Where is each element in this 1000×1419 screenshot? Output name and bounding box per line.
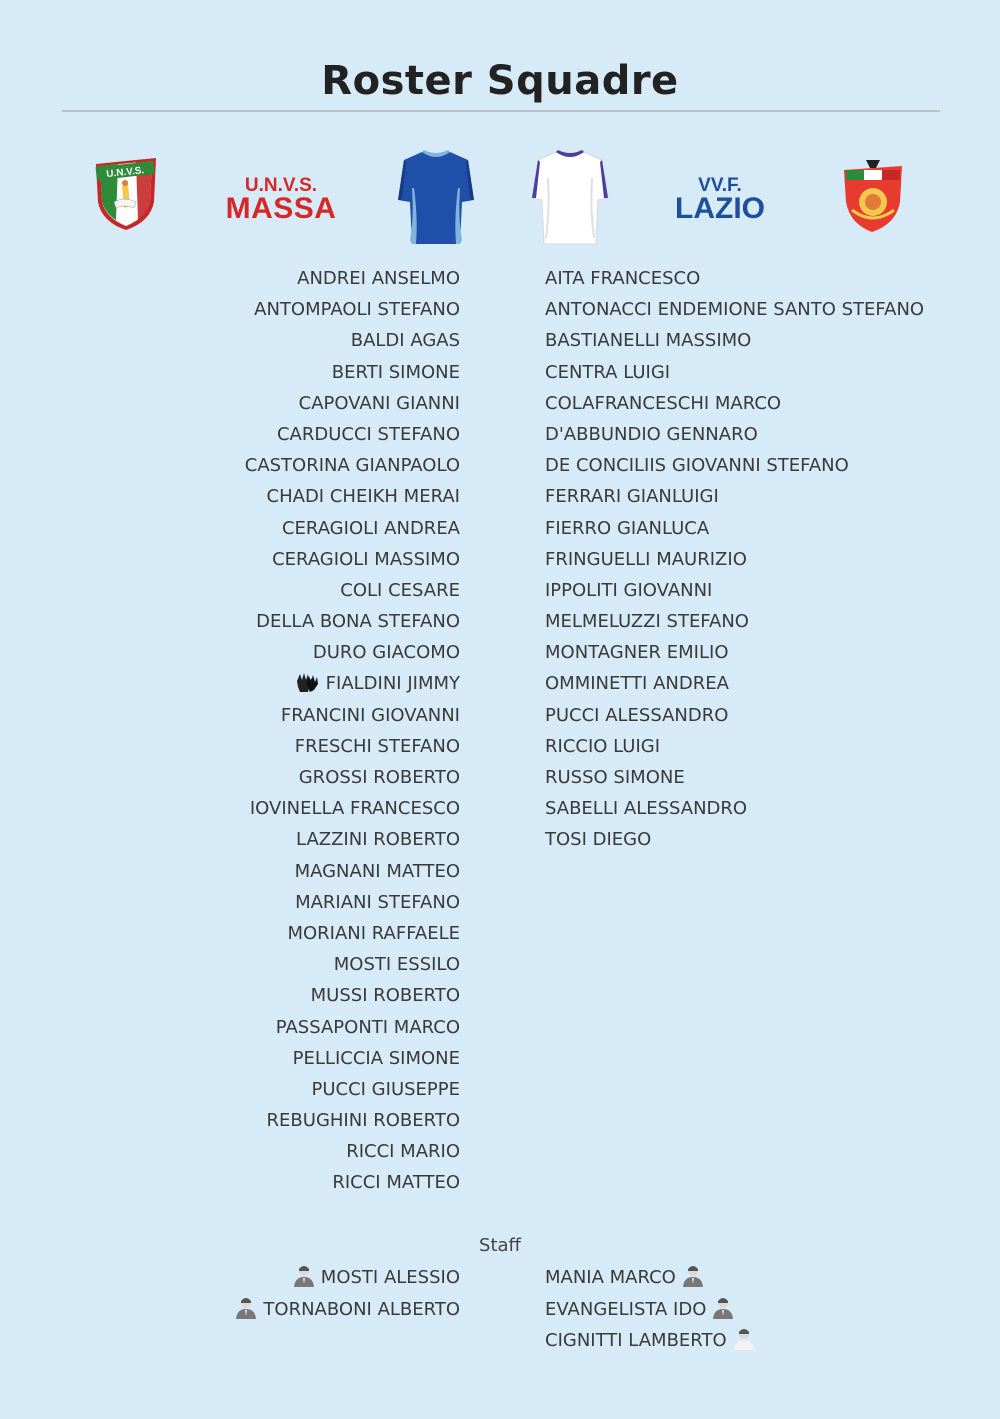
- away-player: [545, 450, 965, 481]
- away-player: [545, 637, 965, 668]
- away-player: [545, 824, 965, 855]
- home-player: [130, 668, 460, 699]
- player-name: FIALDINI JIMMY: [325, 673, 460, 695]
- staff-name: CIGNITTI LAMBERTO: [545, 1330, 727, 1351]
- away-player: [545, 544, 965, 575]
- home-player: [130, 731, 460, 762]
- home-player: [130, 1043, 460, 1074]
- player-name: MONTAGNER EMILIO: [545, 642, 729, 664]
- away-player: [545, 325, 965, 356]
- player-name: RICCI MATTEO: [332, 1172, 460, 1194]
- home-staff-list: [130, 1262, 460, 1325]
- home-player: [130, 450, 460, 481]
- player-name: FRANCINI GIOVANNI: [280, 704, 460, 726]
- home-player: [130, 1105, 460, 1136]
- player-name: IOVINELLA FRANCESCO: [249, 798, 460, 820]
- player-name: FERRARI GIANLUIGI: [545, 486, 719, 508]
- away-player: [545, 575, 965, 606]
- title-divider: [62, 110, 940, 112]
- player-name: MELMELUZZI STEFANO: [545, 611, 749, 633]
- player-name: MUSSI ROBERTO: [310, 985, 460, 1007]
- player-name: TOSI DIEGO: [545, 829, 652, 851]
- away-player: [545, 700, 965, 731]
- player-name: FRINGUELLI MAURIZIO: [545, 548, 747, 570]
- home-player: [130, 575, 460, 606]
- massa-logo-line2: MASSA: [225, 192, 337, 225]
- player-name: DE CONCILIIS GIOVANNI STEFANO: [545, 455, 849, 477]
- player-name: FIERRO GIANLUCA: [545, 517, 710, 539]
- player-name: SABELLI ALESSANDRO: [545, 798, 748, 820]
- lazio-team-logo: [668, 176, 772, 223]
- away-player: [545, 263, 965, 294]
- player-name: CHADI CHEIKH MERAI: [266, 486, 460, 508]
- player-name: PELLICCIA SIMONE: [292, 1047, 460, 1069]
- home-player: [130, 419, 460, 450]
- away-player: [545, 731, 965, 762]
- home-player: [130, 357, 460, 388]
- away-player: [545, 668, 965, 699]
- player-name: MOSTI ESSILO: [333, 954, 460, 976]
- player-name: CENTRA LUIGI: [545, 361, 671, 383]
- white-jersey-icon: [530, 148, 610, 246]
- staff-name: EVANGELISTA IDO: [545, 1298, 707, 1320]
- home-staff-member: [130, 1262, 460, 1294]
- blue-jersey-icon: [396, 148, 476, 246]
- away-staff-member: [545, 1262, 875, 1294]
- player-name: LAZZINI ROBERTO: [296, 829, 460, 851]
- vvf-crest-logo: [838, 156, 908, 234]
- staff-name: MANIA MARCO: [545, 1267, 676, 1288]
- home-player: [130, 918, 460, 949]
- home-player: [130, 824, 460, 855]
- svg-text:U.N.V.S.: U.N.V.S.: [105, 165, 145, 181]
- staff-person-icon: [680, 1263, 706, 1297]
- away-player: [545, 388, 965, 419]
- player-name: CAPOVANI GIANNI: [298, 392, 460, 414]
- away-player: [545, 294, 965, 325]
- staff-person-icon: [710, 1295, 736, 1329]
- player-name: COLI CESARE: [340, 579, 460, 601]
- player-name: ANTOMPAOLI STEFANO: [254, 299, 460, 321]
- player-name: RICCI MARIO: [346, 1141, 460, 1163]
- home-player: [130, 856, 460, 887]
- home-player: [130, 388, 460, 419]
- player-name: DELLA BONA STEFANO: [256, 611, 460, 633]
- player-name: BERTI SIMONE: [331, 361, 460, 383]
- away-staff-member: [545, 1294, 875, 1326]
- home-player: [130, 606, 460, 637]
- home-player: [130, 887, 460, 918]
- home-player: [130, 1167, 460, 1198]
- player-name: PUCCI GIUSEPPE: [311, 1078, 460, 1100]
- player-name: ANTONACCI ENDEMIONE SANTO STEFANO: [545, 299, 925, 321]
- home-player: [130, 980, 460, 1011]
- home-player: [130, 793, 460, 824]
- away-player: [545, 606, 965, 637]
- lazio-logo-line1: VV.F.: [698, 175, 742, 196]
- player-name: PUCCI ALESSANDRO: [545, 704, 729, 726]
- player-name: MORIANI RAFFAELE: [287, 922, 460, 944]
- away-staff-list: [545, 1262, 875, 1357]
- away-player: [545, 793, 965, 824]
- player-name: CERAGIOLI ANDREA: [281, 517, 460, 539]
- player-name: MAGNANI MATTEO: [294, 860, 460, 882]
- teams-header: [0, 140, 1000, 250]
- away-player: [545, 762, 965, 793]
- player-name: ANDREI ANSELMO: [297, 268, 460, 289]
- massa-logo-line1: U.N.V.S.: [244, 175, 318, 196]
- staff-heading: Staff: [479, 1235, 521, 1256]
- lazio-logo-line2: LAZIO: [675, 192, 765, 225]
- home-player: [130, 513, 460, 544]
- player-name: CERAGIOLI MASSIMO: [272, 548, 460, 570]
- staff-name: MOSTI ALESSIO: [320, 1267, 460, 1288]
- home-player: [130, 1136, 460, 1167]
- player-name: BASTIANELLI MASSIMO: [545, 330, 752, 352]
- player-name: AITA FRANCESCO: [545, 268, 701, 289]
- player-name: BALDI AGAS: [350, 330, 460, 352]
- massa-team-logo: [222, 176, 340, 223]
- player-name: CASTORINA GIANPAOLO: [244, 455, 460, 477]
- home-player: [130, 1074, 460, 1105]
- page-title: Roster Squadre: [321, 58, 679, 104]
- home-player: [130, 325, 460, 356]
- home-player: [130, 544, 460, 575]
- away-player: [545, 419, 965, 450]
- player-name: REBUGHINI ROBERTO: [266, 1110, 460, 1132]
- away-staff-member: [545, 1325, 875, 1357]
- staff-person-icon: [233, 1295, 259, 1329]
- home-player: [130, 762, 460, 793]
- player-name: CARDUCCI STEFANO: [276, 423, 460, 445]
- home-player: [130, 700, 460, 731]
- away-player: [545, 513, 965, 544]
- staff-doctor-icon: [731, 1326, 757, 1360]
- player-name: COLAFRANCESCHI MARCO: [545, 392, 782, 414]
- player-name: IPPOLITI GIOVANNI: [545, 579, 713, 601]
- home-staff-member: [130, 1294, 460, 1326]
- staff-name: TORNABONI ALBERTO: [263, 1298, 460, 1320]
- home-player: [130, 1012, 460, 1043]
- home-player: [130, 481, 460, 512]
- player-name: DURO GIACOMO: [312, 642, 460, 664]
- player-name: PASSAPONTI MARCO: [275, 1016, 460, 1038]
- away-player: [545, 357, 965, 388]
- player-name: MARIANI STEFANO: [295, 891, 460, 913]
- unvs-shield-logo: [92, 156, 160, 232]
- player-name: FRESCHI STEFANO: [294, 735, 460, 757]
- player-name: OMMINETTI ANDREA: [545, 673, 729, 695]
- goalkeeper-glove-icon: [294, 671, 320, 703]
- home-player: [130, 637, 460, 668]
- away-player: [545, 481, 965, 512]
- player-name: RICCIO LUIGI: [545, 735, 661, 757]
- away-roster-list: [545, 263, 965, 856]
- player-name: RUSSO SIMONE: [545, 767, 685, 788]
- staff-person-icon: [291, 1263, 317, 1297]
- player-name: GROSSI ROBERTO: [298, 767, 460, 788]
- player-name: D'ABBUNDIO GENNARO: [545, 423, 758, 445]
- home-player: [130, 294, 460, 325]
- home-roster-list: [130, 263, 460, 1199]
- home-player: [130, 949, 460, 980]
- home-player: [130, 263, 460, 294]
